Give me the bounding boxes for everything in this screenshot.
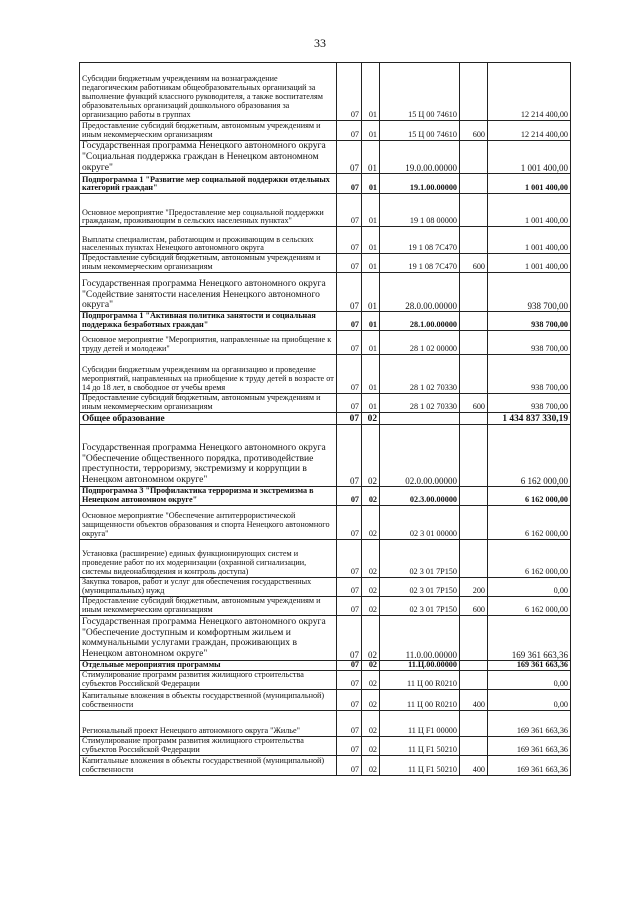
cell-csr: 11 Ц F1 50210 — [380, 737, 460, 756]
cell-pr: 02 — [362, 671, 380, 690]
cell-rz: 07 — [337, 690, 362, 711]
cell-name: Стимулирование программ развития жилищного строительства субъектов Российской Федерации — [80, 737, 337, 756]
cell-csr: 28.0.00.00000 — [380, 273, 460, 312]
cell-csr: 11 Ц 00 R0210 — [380, 671, 460, 690]
cell-sum: 0,00 — [488, 690, 571, 711]
cell-pr: 02 — [362, 413, 380, 425]
cell-csr: 19.1.00.00000 — [380, 174, 460, 194]
cell-vr — [460, 540, 488, 578]
cell-vr: 200 — [460, 578, 488, 597]
cell-sum: 938 700,00 — [488, 394, 571, 413]
cell-vr — [460, 506, 488, 540]
cell-sum: 1 001 400,00 — [488, 174, 571, 194]
cell-pr: 01 — [362, 63, 380, 121]
cell-rz: 07 — [337, 616, 362, 661]
cell-sum: 6 162 000,00 — [488, 597, 571, 616]
cell-rz: 07 — [337, 273, 362, 312]
cell-vr — [460, 194, 488, 227]
table-row — [80, 121, 571, 141]
budget-table-body — [80, 63, 571, 776]
cell-pr: 01 — [362, 227, 380, 254]
table-row — [80, 616, 571, 661]
table-row — [80, 540, 571, 578]
cell-pr: 02 — [362, 540, 380, 578]
cell-pr: 01 — [362, 194, 380, 227]
cell-name: Установка (расширение) единых функционирующих систем и проведение работ по их модернизации (охранной сигнализации, системы видеонаблюдения и контроль доступа) — [80, 540, 337, 578]
cell-rz: 07 — [337, 254, 362, 273]
cell-name: Предоставление субсидий бюджетным, автономным учреждениям и иным некоммерческим организациям — [80, 394, 337, 413]
cell-csr: 02 3 01 7Р150 — [380, 540, 460, 578]
cell-csr: 11 Ц F1 00000 — [380, 711, 460, 737]
cell-csr: 15 Ц 00 74610 — [380, 121, 460, 141]
cell-rz: 07 — [337, 174, 362, 194]
cell-vr — [460, 661, 488, 671]
table-row — [80, 63, 571, 121]
cell-csr: 15 Ц 00 74610 — [380, 63, 460, 121]
cell-pr: 01 — [362, 273, 380, 312]
cell-rz: 07 — [337, 413, 362, 425]
table-row — [80, 331, 571, 355]
cell-csr: 19 1 08 7С470 — [380, 254, 460, 273]
cell-name: Отдельные мероприятия программы — [80, 661, 337, 671]
cell-sum: 169 361 663,36 — [488, 711, 571, 737]
cell-csr: 28 1 02 70330 — [380, 394, 460, 413]
cell-csr — [380, 413, 460, 425]
cell-pr: 02 — [362, 425, 380, 487]
cell-rz: 07 — [337, 425, 362, 487]
cell-rz: 07 — [337, 506, 362, 540]
table-row — [80, 690, 571, 711]
cell-name: Капитальные вложения в объекты государственной (муниципальной) собственности — [80, 755, 337, 775]
cell-csr: 11 Ц 00 R0210 — [380, 690, 460, 711]
cell-rz: 07 — [337, 540, 362, 578]
cell-name: Капитальные вложения в объекты государственной (муниципальной) собственности — [80, 690, 337, 711]
table-row — [80, 671, 571, 690]
cell-csr: 02 3 01 00000 — [380, 506, 460, 540]
cell-pr: 02 — [362, 597, 380, 616]
cell-rz: 07 — [337, 597, 362, 616]
cell-name: Государственная программа Ненецкого автономного округа "Содействие занятости населения Ненецкого автономного округа" — [80, 273, 337, 312]
cell-rz: 07 — [337, 755, 362, 775]
cell-pr: 02 — [362, 616, 380, 661]
cell-vr — [460, 711, 488, 737]
cell-sum: 169 361 663,36 — [488, 737, 571, 756]
cell-pr: 01 — [362, 121, 380, 141]
cell-sum: 6 162 000,00 — [488, 425, 571, 487]
cell-rz: 07 — [337, 121, 362, 141]
table-row — [80, 194, 571, 227]
cell-rz: 07 — [337, 194, 362, 227]
cell-name: Подпрограмма 1 "Развитие мер социальной поддержки отдельных категорий граждан" — [80, 174, 337, 194]
cell-sum: 1 001 400,00 — [488, 194, 571, 227]
cell-rz: 07 — [337, 312, 362, 331]
cell-name: Государственная программа Ненецкого автономного округа "Обеспечение доступным и комфортным жильем и коммунальными услугами граждан, проживающих в Ненецком автономном округе" — [80, 616, 337, 661]
cell-vr: 400 — [460, 755, 488, 775]
cell-rz: 07 — [337, 141, 362, 174]
cell-csr: 02.3.00.00000 — [380, 487, 460, 506]
cell-rz: 07 — [337, 737, 362, 756]
cell-sum: 938 700,00 — [488, 273, 571, 312]
cell-pr: 01 — [362, 254, 380, 273]
cell-name: Государственная программа Ненецкого автономного округа "Социальная поддержка граждан в Ненецком автономном округе" — [80, 141, 337, 174]
cell-csr: 11.0.00.00000 — [380, 616, 460, 661]
cell-csr: 02 3 01 7Р150 — [380, 597, 460, 616]
cell-name: Субсидии бюджетным учреждениям на организацию и проведение мероприятий, направленных на приобщение к труду детей в возрасте от 14 до 18 лет, в свободное от учебы время — [80, 355, 337, 394]
cell-pr: 01 — [362, 141, 380, 174]
cell-csr: 19.0.00.00000 — [380, 141, 460, 174]
cell-pr: 02 — [362, 487, 380, 506]
page-number: 33 — [314, 36, 326, 50]
cell-name: Основное мероприятие "Мероприятия, направленные на приобщение к труду детей и молодежи" — [80, 331, 337, 355]
cell-name: Подпрограмма 3 "Профилактика терроризма и экстремизма в Ненецком автономном округе" — [80, 487, 337, 506]
cell-rz: 07 — [337, 487, 362, 506]
cell-sum: 169 361 663,36 — [488, 661, 571, 671]
cell-sum: 1 434 837 330,19 — [488, 413, 571, 425]
cell-name: Предоставление субсидий бюджетным, автономным учреждениям и иным некоммерческим организациям — [80, 121, 337, 141]
cell-name: Предоставление субсидий бюджетным, автономным учреждениям и иным некоммерческим организациям — [80, 254, 337, 273]
cell-rz: 07 — [337, 355, 362, 394]
cell-csr: 19 1 08 7С470 — [380, 227, 460, 254]
table-row — [80, 755, 571, 775]
cell-csr: 28 1 02 00000 — [380, 331, 460, 355]
cell-csr: 28 1 02 70330 — [380, 355, 460, 394]
cell-vr — [460, 425, 488, 487]
table-row — [80, 661, 571, 671]
table-row — [80, 141, 571, 174]
cell-pr: 01 — [362, 174, 380, 194]
cell-vr — [460, 737, 488, 756]
cell-sum: 1 001 400,00 — [488, 141, 571, 174]
cell-sum: 12 214 400,00 — [488, 121, 571, 141]
cell-sum: 6 162 000,00 — [488, 506, 571, 540]
cell-name: Общее образование — [80, 413, 337, 425]
cell-name: Основное мероприятие "Обеспечение антитеррористической защищенности объектов образования и спорта Ненецкого автономного округа" — [80, 506, 337, 540]
table-row — [80, 413, 571, 425]
cell-sum: 6 162 000,00 — [488, 487, 571, 506]
cell-rz: 07 — [337, 671, 362, 690]
cell-pr: 02 — [362, 506, 380, 540]
cell-vr — [460, 413, 488, 425]
cell-sum: 0,00 — [488, 671, 571, 690]
cell-vr — [460, 227, 488, 254]
table-row — [80, 227, 571, 254]
cell-vr — [460, 355, 488, 394]
cell-csr: 11.Ц.00.00000 — [380, 661, 460, 671]
cell-vr — [460, 141, 488, 174]
cell-name: Стимулирование программ развития жилищного строительства субъектов Российской Федерации — [80, 671, 337, 690]
cell-rz: 07 — [337, 63, 362, 121]
cell-rz: 07 — [337, 331, 362, 355]
cell-vr — [460, 312, 488, 331]
cell-csr: 11 Ц F1 50210 — [380, 755, 460, 775]
table-row — [80, 394, 571, 413]
cell-csr: 19 1 08 00000 — [380, 194, 460, 227]
cell-sum: 938 700,00 — [488, 355, 571, 394]
cell-vr: 600 — [460, 394, 488, 413]
cell-vr: 600 — [460, 254, 488, 273]
cell-vr — [460, 331, 488, 355]
budget-table — [79, 62, 571, 776]
table-row — [80, 425, 571, 487]
table-row — [80, 487, 571, 506]
cell-pr: 02 — [362, 711, 380, 737]
cell-sum: 6 162 000,00 — [488, 540, 571, 578]
cell-rz: 07 — [337, 394, 362, 413]
cell-sum: 12 214 400,00 — [488, 63, 571, 121]
cell-name: Государственная программа Ненецкого автономного округа "Обеспечение общественного порядка, противодействие преступности, терроризму, экстремизму и коррупции в Ненецком автономном округе" — [80, 425, 337, 487]
table-row — [80, 578, 571, 597]
cell-sum: 169 361 663,36 — [488, 755, 571, 775]
cell-vr — [460, 63, 488, 121]
cell-name: Предоставление субсидий бюджетным, автономным учреждениям и иным некоммерческим организациям — [80, 597, 337, 616]
cell-csr: 02.0.00.00000 — [380, 425, 460, 487]
cell-pr: 01 — [362, 331, 380, 355]
cell-sum: 169 361 663,36 — [488, 616, 571, 661]
cell-pr: 02 — [362, 661, 380, 671]
table-row — [80, 312, 571, 331]
cell-vr — [460, 616, 488, 661]
cell-name: Подпрограмма 1 "Активная политика занятости и социальная поддержка безработных граждан" — [80, 312, 337, 331]
cell-sum: 0,00 — [488, 578, 571, 597]
table-row — [80, 254, 571, 273]
cell-pr: 02 — [362, 737, 380, 756]
cell-pr: 02 — [362, 755, 380, 775]
cell-name: Субсидии бюджетным учреждениям на вознаграждение педагогическим работникам общеобразовательных организаций за выполнение функций классного руководителя, а также воспитателям образовательных организаций дошкольного образования за организацию работы в группах — [80, 63, 337, 121]
cell-vr: 400 — [460, 690, 488, 711]
table-row — [80, 273, 571, 312]
table-row — [80, 737, 571, 756]
cell-vr: 600 — [460, 597, 488, 616]
cell-pr: 02 — [362, 690, 380, 711]
cell-pr: 01 — [362, 312, 380, 331]
table-row — [80, 506, 571, 540]
cell-name: Закупка товаров, работ и услуг для обеспечения государственных (муниципальных) нужд — [80, 578, 337, 597]
cell-vr — [460, 671, 488, 690]
table-row — [80, 174, 571, 194]
cell-rz: 07 — [337, 661, 362, 671]
cell-name: Выплаты специалистам, работающим и проживающим в сельских населенных пунктах Ненецкого автономного округа — [80, 227, 337, 254]
cell-pr: 02 — [362, 578, 380, 597]
table-row — [80, 355, 571, 394]
table-row — [80, 711, 571, 737]
cell-sum: 1 001 400,00 — [488, 254, 571, 273]
cell-name: Региональный проект Ненецкого автономного округа "Жилье" — [80, 711, 337, 737]
cell-csr: 28.1.00.00000 — [380, 312, 460, 331]
cell-sum: 938 700,00 — [488, 312, 571, 331]
cell-vr — [460, 487, 488, 506]
cell-pr: 01 — [362, 394, 380, 413]
cell-rz: 07 — [337, 227, 362, 254]
cell-csr: 02 3 01 7Р150 — [380, 578, 460, 597]
cell-vr — [460, 174, 488, 194]
cell-sum: 1 001 400,00 — [488, 227, 571, 254]
cell-rz: 07 — [337, 578, 362, 597]
cell-pr: 01 — [362, 355, 380, 394]
cell-rz: 07 — [337, 711, 362, 737]
cell-vr: 600 — [460, 121, 488, 141]
cell-sum: 938 700,00 — [488, 331, 571, 355]
cell-name: Основное мероприятие "Предоставление мер социальной поддержки гражданам, проживающим в сельских населенных пунктах" — [80, 194, 337, 227]
table-row — [80, 597, 571, 616]
cell-vr — [460, 273, 488, 312]
